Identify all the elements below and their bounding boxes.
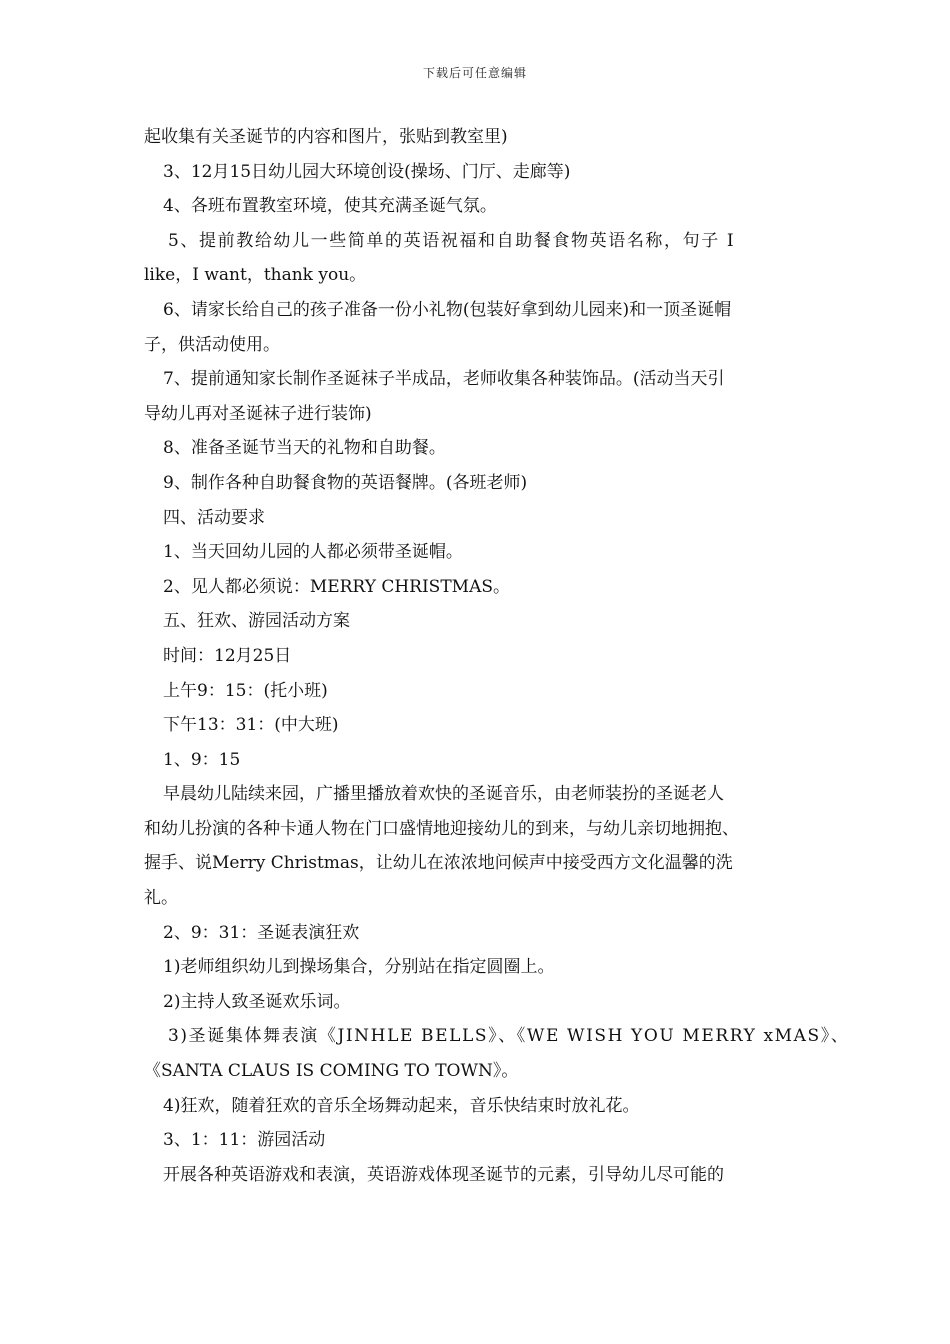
paragraph-line: 早晨幼儿陆续来园，广播里播放着欢快的圣诞音乐，由老师装扮的圣诞老人 [163,784,724,805]
paragraph-line: 4)狂欢，随着狂欢的音乐全场舞动起来，音乐快结束时放礼花。 [163,1095,640,1116]
paragraph-line: 子，供活动使用。 [144,334,280,355]
paragraph-line: 3、1：11：游园活动 [163,1130,326,1151]
paragraph-line: 上午9：15：(托小班) [163,680,328,701]
paragraph-line: 和幼儿扮演的各种卡通人物在门口盛情地迎接幼儿的到来，与幼儿亲切地拥抱、 [144,818,739,839]
paragraph-line: 2)主持人致圣诞欢乐词。 [163,991,351,1012]
paragraph-line: 2、9：31：圣诞表演狂欢 [163,922,360,943]
section-heading: 四、活动要求 [163,507,265,528]
paragraph-line: 起收集有关圣诞节的内容和图片，张贴到教室里) [144,127,508,147]
page-header: 下载后可任意编辑 [422,66,527,80]
paragraph-line: 下午13：31：(中大班) [163,715,339,736]
paragraph-line: 5、提前教给幼儿一些简单的英语祝福和自助餐食物英语名称，句子 I [168,230,736,251]
paragraph-line: 1、当天回幼儿园的人都必须带圣诞帽。 [163,542,463,563]
paragraph-line: 4、各班布置教室环境，使其充满圣诞气氛。 [163,196,497,217]
paragraph-line: 6、请家长给自己的孩子准备一份小礼物(包装好拿到幼儿园来)和一顶圣诞帽 [163,299,732,320]
paragraph-line: 3、12月15日幼儿园大环境创设(操场、门厅、走廊等) [163,161,571,182]
document-body [144,120,850,1192]
paragraph-line: 握手、说Merry Christmas，让幼儿在浓浓地问候声中接受西方文化温馨的洗 [144,853,733,874]
paragraph-line: 《SANTA CLAUS IS COMING TO TOWN》。 [144,1061,519,1082]
paragraph-line: 导幼儿再对圣诞袜子进行装饰) [144,403,372,424]
paragraph-line: 礼。 [144,888,178,909]
section-heading: 五、狂欢、游园活动方案 [163,611,350,632]
paragraph-line: 8、准备圣诞节当天的礼物和自助餐。 [163,438,446,459]
paragraph-line: like，I want，thank you。 [144,265,367,286]
paragraph-line: 开展各种英语游戏和表演，英语游戏体现圣诞节的元素，引导幼儿尽可能的 [163,1164,724,1185]
paragraph-line: 1、9：15 [163,749,241,770]
paragraph-line: 3)圣诞集体舞表演《JINHLE BELLS》、《WE WISH YOU MERRY xMAS》、 [168,1026,850,1047]
paragraph-line: 时间：12月25日 [163,645,292,666]
paragraph-line: 7、提前通知家长制作圣诞袜子半成品，老师收集各种装饰品。(活动当天引 [163,369,725,390]
paragraph-line: 1)老师组织幼儿到操场集合，分别站在指定圆圈上。 [163,957,555,978]
paragraph-line: 2、见人都必须说：MERRY CHRISTMAS。 [163,576,510,597]
paragraph-line: 9、制作各种自助餐食物的英语餐牌。(各班老师) [163,472,528,493]
